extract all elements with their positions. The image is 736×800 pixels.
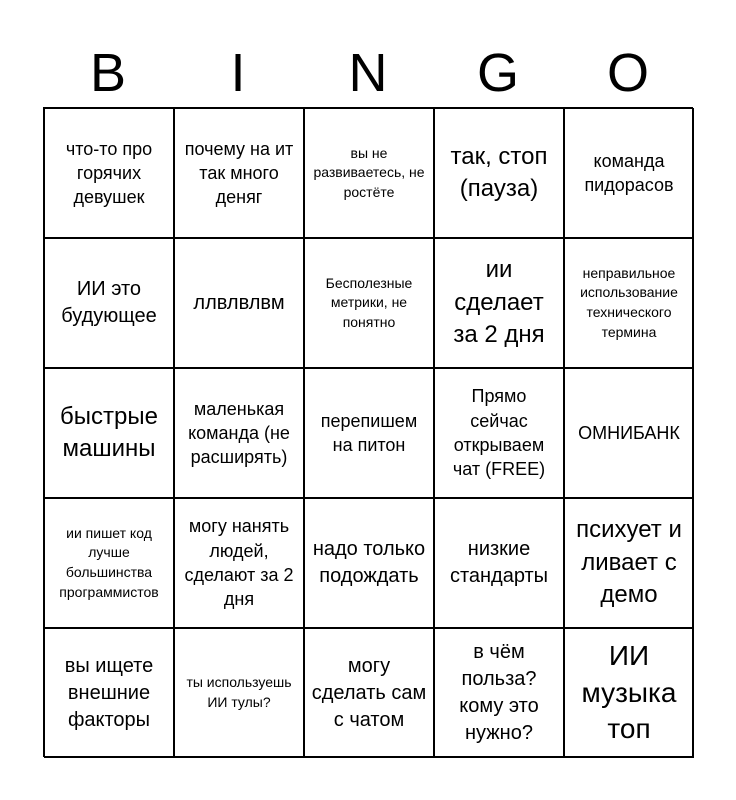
- bingo-cell-text: так, стоп (пауза): [450, 142, 548, 202]
- bingo-cell-text: ИИ это будующее: [61, 278, 157, 327]
- bingo-cell-text: ты используешь ИИ тулы?: [186, 674, 292, 710]
- bingo-cell[interactable]: [434, 628, 564, 758]
- header-letter-n: N: [348, 43, 388, 103]
- bingo-cell[interactable]: [44, 628, 174, 758]
- bingo-cell[interactable]: [564, 108, 694, 238]
- bingo-cell[interactable]: [564, 368, 694, 498]
- bingo-cell[interactable]: [304, 108, 434, 238]
- bingo-cell[interactable]: [174, 628, 304, 758]
- bingo-cell-text: вы не развиваетесь, не ростёте: [313, 144, 425, 200]
- bingo-cell[interactable]: [434, 108, 564, 238]
- bingo-cell[interactable]: [44, 368, 174, 498]
- bingo-cell-text: команда пидорасов: [584, 150, 674, 195]
- bingo-cell[interactable]: [564, 238, 694, 368]
- bingo-cell[interactable]: [44, 238, 174, 368]
- bingo-cell[interactable]: [304, 238, 434, 368]
- bingo-cell-text: психует и ливает с демо: [576, 516, 682, 609]
- bingo-cell[interactable]: [304, 498, 434, 628]
- header-letter-g: G: [476, 43, 519, 103]
- bingo-cell-text: вы ищете внешние факторы: [64, 654, 154, 731]
- bingo-cell-text: что-то про горячих девушек: [65, 138, 153, 208]
- bingo-cell[interactable]: [434, 498, 564, 628]
- bingo-cell[interactable]: [434, 238, 564, 368]
- bingo-cell-text: неправильное использование технического термина: [580, 264, 678, 340]
- bingo-cell[interactable]: [174, 108, 304, 238]
- bingo-cell-text: ИИ музыка топ: [581, 640, 677, 745]
- bingo-cell-text: Бесполезные метрики, не понятно: [325, 274, 413, 330]
- bingo-cell-text: могу нанять людей, сделают за 2 дня: [184, 516, 294, 610]
- bingo-cell-text: быстрые машины: [60, 402, 158, 462]
- bingo-cell-text: могу сделать сам с чатом: [311, 654, 427, 731]
- bingo-cell-text: надо только подождать: [312, 538, 426, 587]
- bingo-cell[interactable]: [434, 368, 564, 498]
- bingo-cell-text: Прямо сейчас открываем чат (FREE): [452, 386, 546, 480]
- bingo-cell[interactable]: [44, 108, 174, 238]
- bingo-cell[interactable]: [564, 498, 694, 628]
- bingo-cell[interactable]: [304, 628, 434, 758]
- bingo-cell[interactable]: [44, 498, 174, 628]
- bingo-cell[interactable]: [304, 368, 434, 498]
- bingo-cell-text: перепишем на питон: [320, 410, 418, 455]
- bingo-cell-text: почему на ит так много деняг: [184, 138, 294, 208]
- bingo-cell[interactable]: [174, 238, 304, 368]
- bingo-cell-text: ллвлвлвм: [193, 291, 285, 314]
- header-letter-o: O: [606, 43, 649, 103]
- header-letter-b: B: [89, 43, 127, 103]
- header-letter-i: I: [230, 43, 246, 103]
- bingo-cell-text: низкие стандарты: [449, 538, 549, 587]
- bingo-cell-text: маленькая команда (не расширять): [188, 398, 290, 468]
- bingo-cell[interactable]: [174, 498, 304, 628]
- bingo-header: [43, 38, 693, 108]
- bingo-grid: [43, 107, 693, 757]
- bingo-cell-text: в чём польза? кому это нужно?: [459, 641, 539, 744]
- bingo-cell[interactable]: [564, 628, 694, 758]
- bingo-cell-text: ии пишет код лучше большинства программистов: [59, 524, 159, 600]
- bingo-cell[interactable]: [174, 368, 304, 498]
- bingo-cell-text: ии сделает за 2 дня: [453, 256, 545, 349]
- bingo-cell-text: ОМНИБАНК: [578, 422, 680, 443]
